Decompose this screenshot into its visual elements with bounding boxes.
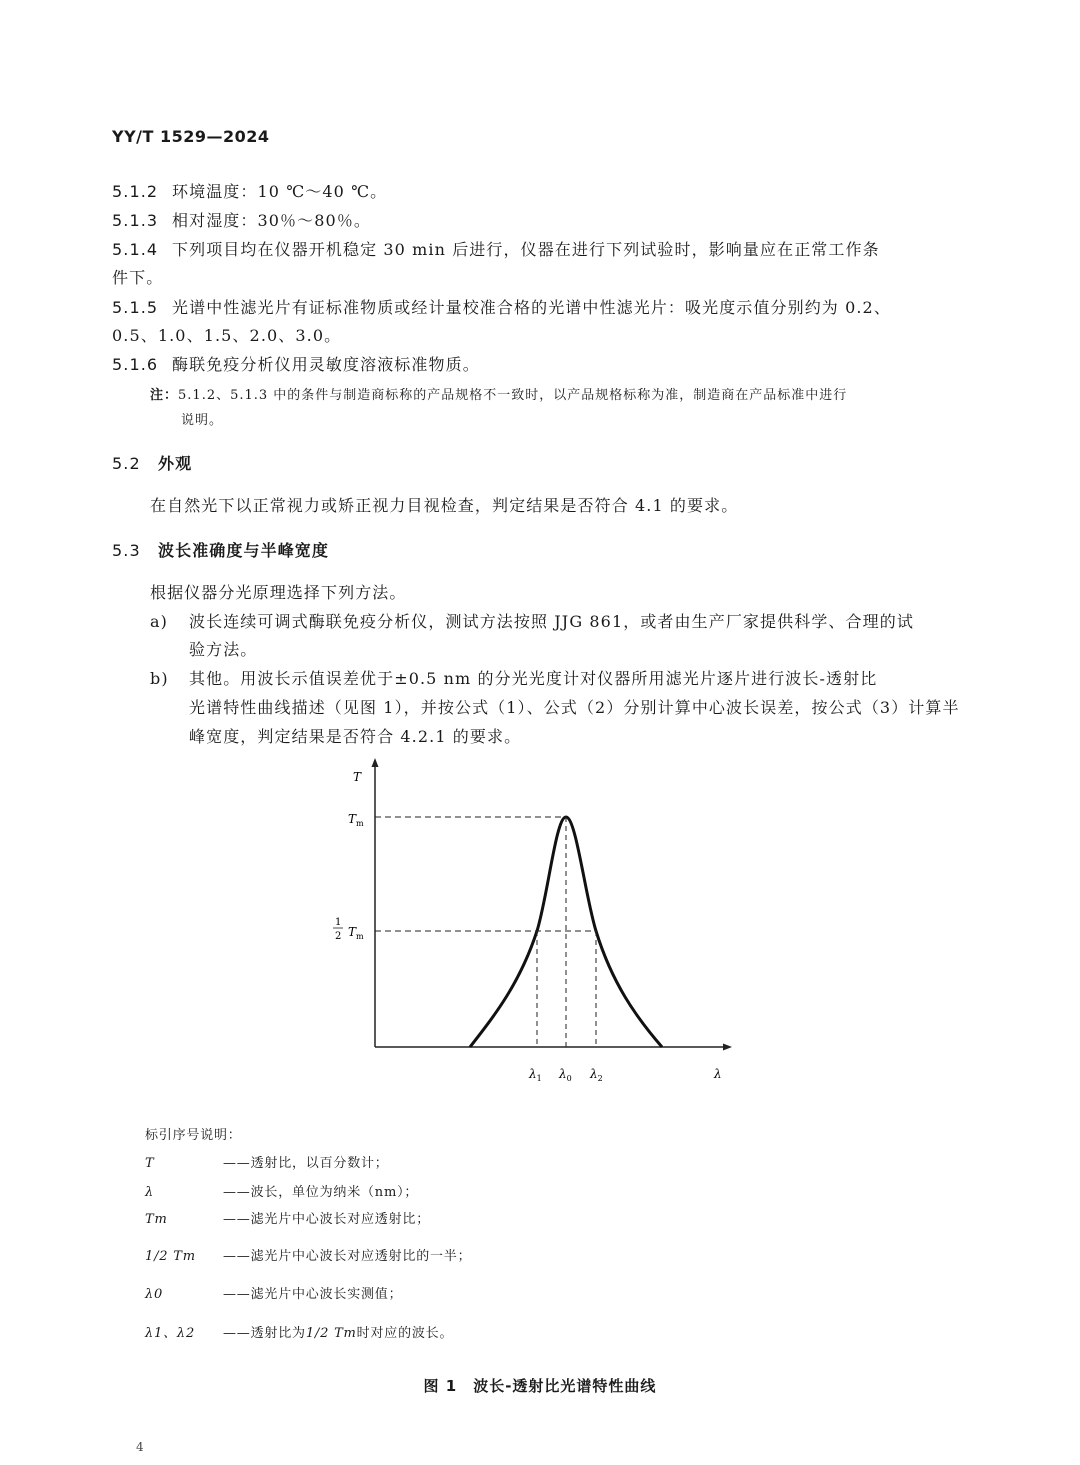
list-text: 其他。用波长示值误差优于±0.5 nm 的分光光度计对仪器所用滤光片逐片进行波长-透射比 — [189, 669, 878, 688]
key-symbol: T — [145, 1156, 155, 1171]
key-symbol: λ1、λ2 — [145, 1326, 196, 1341]
lambda2-label: $\lambda_2$ — [590, 1067, 603, 1083]
x-axis-label: λ — [714, 1067, 722, 1081]
key-symbol: λ0 — [145, 1287, 164, 1302]
key-symbol: Tm — [145, 1212, 168, 1227]
transmittance-curve — [470, 817, 662, 1047]
key-description: ——滤光片中心波长实测值； — [223, 1287, 403, 1302]
section-number: 5.2 — [112, 454, 141, 473]
list-item-b-line2: 光谱特性曲线描述（见图 1），并按公式（1）、公式（2）分别计算中心波长误差，按公式（3）计算半 — [189, 698, 960, 717]
section-title: 波长准确度与半峰宽度 — [158, 541, 330, 560]
clause-text: 环境温度：10 ℃～40 ℃。 — [172, 182, 388, 201]
clause-5-1-4-continuation: 件下。 — [112, 268, 164, 287]
y-axis-label: T — [353, 770, 362, 784]
half-tm-label: $T_m$ — [348, 925, 364, 941]
lambda1-label: $\lambda_1$ — [529, 1067, 542, 1083]
tm-label: $T_m$ — [348, 812, 364, 828]
clause-5-1-6 — [112, 352, 480, 375]
clause-text: 相对湿度：30％～80％。 — [172, 211, 372, 230]
y-axis-arrow-icon — [372, 758, 379, 767]
clause-number: 5.1.3 — [112, 211, 159, 230]
key-symbol: λ — [145, 1185, 155, 1200]
clause-number: 5.1.4 — [112, 240, 159, 259]
section-5-2-heading — [112, 451, 192, 474]
list-item-a — [150, 609, 914, 632]
key-description: ——波长，单位为纳米（nm）； — [223, 1185, 419, 1200]
key-inline-half-tm: 1/2 Tm — [305, 1326, 357, 1341]
figure-1-diagram — [320, 755, 760, 1095]
list-item-a-continuation: 验方法。 — [189, 640, 258, 659]
section-5-3-intro: 根据仪器分光原理选择下列方法。 — [150, 583, 407, 602]
key-description: ——透射比为 — [223, 1326, 306, 1341]
half-fraction-denominator: 2 — [335, 931, 342, 942]
key-description: ——滤光片中心波长对应透射比的一半； — [223, 1249, 472, 1264]
key-row-lambda1-lambda2 — [145, 1322, 453, 1341]
key-description: ——滤光片中心波长对应透射比； — [223, 1212, 431, 1227]
list-text: 波长连续可调式酶联免疫分析仪，测试方法按照 JJG 861，或者由生产厂家提供科学、合理的试 — [189, 612, 914, 631]
section-5-2-body: 在自然光下以正常视力或矫正视力目视检查，判定结果是否符合 4.1 的要求。 — [150, 496, 739, 515]
key-title: 标引序号说明： — [145, 1128, 242, 1143]
key-symbol: 1/2 Tm — [145, 1249, 196, 1264]
section-5-3-heading — [112, 538, 329, 561]
key-row-lambda — [145, 1181, 418, 1200]
note-label: 注： — [150, 388, 179, 403]
clause-5-1-4 — [112, 237, 880, 260]
clause-text: 下列项目均在仪器开机稳定 30 min 后进行，仪器在进行下列试验时，影响量应在正常工作条 — [172, 240, 880, 259]
key-description-tail: 时对应的波长。 — [356, 1326, 454, 1341]
clause-text: 光谱中性滤光片有证标准物质或经计量校准合格的光谱中性滤光片：吸光度示值分别约为 0.2、 — [172, 298, 891, 317]
clause-number: 5.1.2 — [112, 182, 159, 201]
note — [150, 384, 847, 403]
clause-5-1-2 — [112, 179, 387, 202]
clause-5-1-5 — [112, 295, 891, 318]
key-description: ——透射比，以百分数计； — [223, 1156, 389, 1171]
clause-number: 5.1.5 — [112, 298, 159, 317]
half-fraction-numerator: 1 — [335, 917, 342, 928]
figure-caption: 图 1 波长-透射比光谱特性曲线 — [423, 1377, 657, 1395]
clause-5-1-5-continuation: 0.5、1.0、1.5、2.0、3.0。 — [112, 326, 342, 345]
key-row-tm — [145, 1208, 430, 1227]
list-item-b — [150, 666, 877, 689]
key-row-lambda0 — [145, 1283, 402, 1302]
clause-text: 酶联免疫分析仪用灵敏度溶液标准物质。 — [172, 355, 480, 374]
page-number: 4 — [136, 1440, 144, 1454]
list-item-b-line3: 峰宽度，判定结果是否符合 4.2.1 的要求。 — [189, 727, 522, 746]
note-continuation: 说明。 — [181, 413, 224, 428]
lambda0-label: $\lambda_0$ — [559, 1067, 572, 1083]
section-number: 5.3 — [112, 541, 141, 560]
clause-5-1-3 — [112, 208, 371, 231]
list-marker: b) — [150, 669, 169, 688]
key-row-t — [145, 1152, 389, 1171]
x-axis-arrow-icon — [723, 1044, 732, 1051]
section-title: 外观 — [158, 454, 193, 473]
note-text: 5.1.2、5.1.3 中的条件与制造商标称的产品规格不一致时，以产品规格标称为准，制造商在产品标准中进行 — [178, 388, 848, 403]
clause-number: 5.1.6 — [112, 355, 159, 374]
standard-id: YY/T 1529—2024 — [112, 127, 270, 146]
list-marker: a) — [150, 612, 168, 631]
key-row-half-tm — [145, 1245, 471, 1264]
